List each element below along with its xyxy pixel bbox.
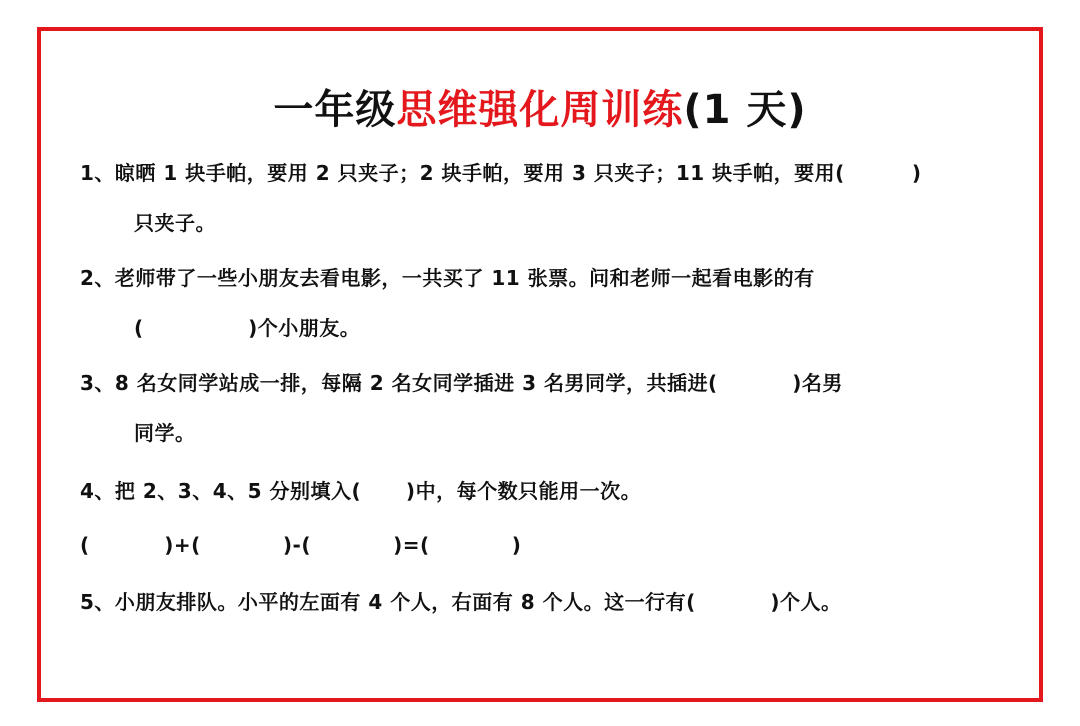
question-2-line-2: ( )个小朋友。 [134,316,361,340]
question-4-equation: ( )+( )-( )=( ) [80,533,522,557]
title-day: (1 天) [683,87,807,133]
question-4-line-1: 4、把 2、3、4、5 分别填入( )中，每个数只能用一次。 [80,479,642,503]
worksheet-title [0,78,1080,142]
question-3-line-1: 3、8 名女同学站成一排，每隔 2 名女同学插进 3 名男同学，共插进( )名男 [80,371,843,395]
question-5-line-1: 5、小朋友排队。小平的左面有 4 个人，右面有 8 个人。这一行有( )个人。 [80,590,842,614]
question-3-line-2: 同学。 [134,421,196,445]
question-1-line-2: 只夹子。 [134,211,216,235]
title-highlight: 思维强化周训练 [396,87,684,133]
title-grade: 一年级 [273,87,397,133]
question-1-line-1: 1、晾晒 1 块手帕，要用 2 只夹子；2 块手帕，要用 3 只夹子；11 块手帕，要用( ) [80,161,922,185]
question-2-line-1: 2、老师带了一些小朋友去看电影，一共买了 11 张票。问和老师一起看电影的有 [80,266,815,290]
